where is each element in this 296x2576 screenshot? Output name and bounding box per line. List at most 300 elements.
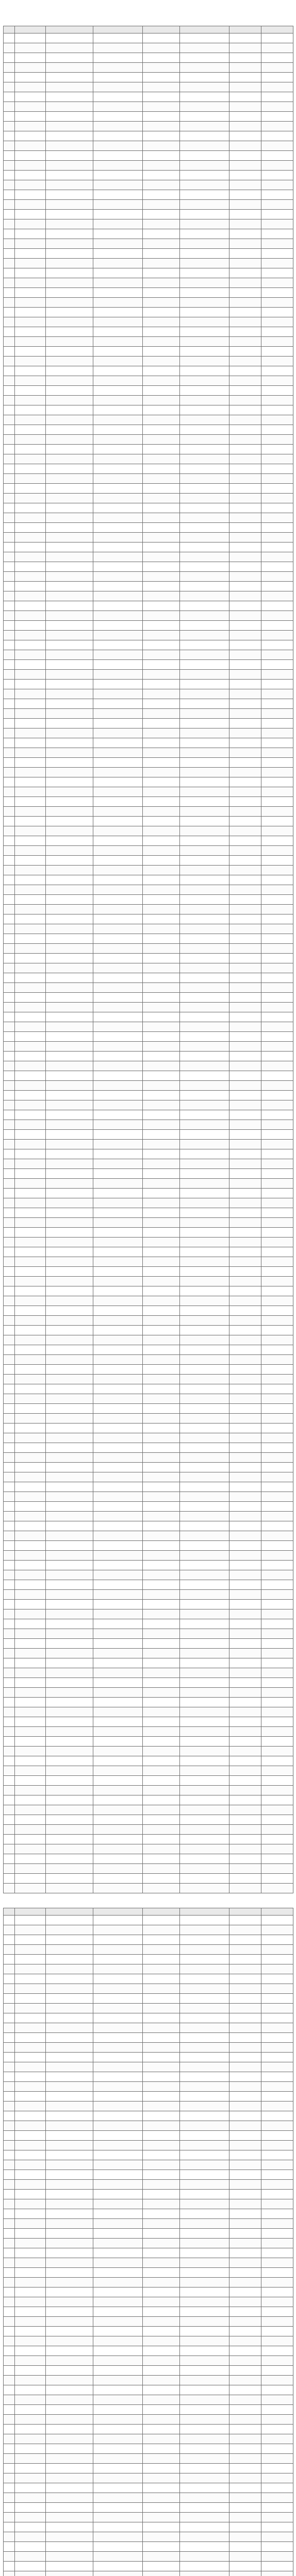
table-cell: [4, 171, 15, 180]
table-row: [4, 748, 293, 758]
table-cell: [15, 298, 46, 308]
table-cell: [229, 768, 261, 777]
table-cell: [4, 1492, 15, 1502]
table-cell: [93, 2542, 143, 2552]
table-cell: [93, 1286, 143, 1296]
table-cell: [46, 1463, 93, 1472]
table-cell: [180, 2522, 229, 2532]
table-cell: [180, 1619, 229, 1629]
table-cell: [15, 494, 46, 503]
table-cell: [93, 856, 143, 866]
table-cell: [46, 2297, 93, 2307]
table-cell: [180, 601, 229, 611]
table-cell: [93, 2405, 143, 2415]
table-row: [4, 1003, 293, 1012]
table-cell: [46, 1766, 93, 1776]
table-cell: [46, 1365, 93, 1375]
table-row: [4, 2356, 293, 2366]
table-row: [4, 885, 293, 895]
table-cell: [15, 2552, 46, 2562]
table-cell: [143, 131, 180, 141]
table-cell: [15, 1345, 46, 1355]
table-cell: [15, 171, 46, 180]
table-cell: [180, 1247, 229, 1257]
table-cell: [261, 1678, 293, 1688]
table-cell: [15, 2493, 46, 2503]
table-cell: [15, 1815, 46, 1825]
table-cell: [4, 454, 15, 464]
table-cell: [180, 347, 229, 357]
table-cell: [180, 161, 229, 171]
table-cell: [4, 1737, 15, 1747]
table-cell: [261, 1639, 293, 1649]
table-cell: [46, 963, 93, 973]
table-cell: [15, 2268, 46, 2278]
table-cell: [4, 102, 15, 112]
table-cell: [93, 552, 143, 562]
table-cell: [229, 2219, 261, 2229]
table-cell: [15, 631, 46, 640]
table-cell: [229, 1257, 261, 1267]
table-cell: [261, 1228, 293, 1238]
table-cell: [93, 846, 143, 856]
table-cell: [15, 543, 46, 552]
table-cell: [229, 337, 261, 347]
table-row: [4, 2170, 293, 2180]
table-cell: [229, 1795, 261, 1805]
table-row: [4, 73, 293, 82]
table-cell: [261, 2219, 293, 2229]
table-cell: [93, 1296, 143, 1306]
table-cell: [46, 219, 93, 229]
table-cell: [229, 2327, 261, 2336]
table-cell: [180, 582, 229, 591]
table-cell: [180, 2248, 229, 2258]
table-cell: [4, 1032, 15, 1042]
table-cell: [46, 2425, 93, 2434]
table-cell: [261, 1218, 293, 1228]
table-cell: [15, 2190, 46, 2199]
table-cell: [229, 82, 261, 92]
table-cell: [229, 1619, 261, 1629]
table-cell: [143, 1590, 180, 1600]
table-cell: [143, 503, 180, 513]
table-cell: [15, 2454, 46, 2464]
table-cell: [261, 1815, 293, 1825]
table-cell: [4, 1551, 15, 1561]
table-cell: [4, 1512, 15, 1521]
table-cell: [15, 43, 46, 53]
table-cell: [180, 2278, 229, 2287]
table-row: [4, 2072, 293, 2082]
table-cell: [143, 924, 180, 934]
table-cell: [93, 680, 143, 689]
table-cell: [4, 680, 15, 689]
table-cell: [261, 2121, 293, 2131]
table-cell: [261, 2033, 293, 2043]
table-cell: [15, 1521, 46, 1531]
table-cell: [229, 621, 261, 631]
table-cell: [143, 2307, 180, 2317]
table-cell: [15, 1844, 46, 1854]
table-cell: [93, 259, 143, 268]
table-cell: [15, 454, 46, 464]
table-cell: [4, 1864, 15, 1874]
table-cell: [180, 2131, 229, 2141]
table-row: [4, 1247, 293, 1257]
table-cell: [180, 454, 229, 464]
table-cell: [180, 2395, 229, 2405]
table-cell: [229, 2150, 261, 2160]
table-cell: [261, 1835, 293, 1844]
table-row: [4, 2513, 293, 2522]
table-cell: [143, 102, 180, 112]
table-cell: [261, 866, 293, 875]
table-cell: [4, 993, 15, 1003]
table-cell: [4, 1130, 15, 1140]
table-cell: [143, 2493, 180, 2503]
table-cell: [4, 317, 15, 327]
table-cell: [4, 1570, 15, 1580]
table-row: [4, 1531, 293, 1541]
table-cell: [15, 2522, 46, 2532]
table-cell: [15, 1433, 46, 1443]
table-cell: [143, 2160, 180, 2170]
table-row: [4, 963, 293, 973]
table-cell: [93, 278, 143, 288]
table-row: [4, 1884, 293, 1893]
table-cell: [261, 2317, 293, 2327]
table-cell: [93, 1619, 143, 1629]
table-cell: [46, 846, 93, 856]
table-cell: [180, 1414, 229, 1423]
table-cell: [143, 308, 180, 317]
table-cell: [143, 1805, 180, 1815]
table-cell: [15, 1443, 46, 1453]
table-cell: [180, 268, 229, 278]
table-cell: [4, 298, 15, 308]
table-cell: [93, 200, 143, 210]
table-cell: [15, 1854, 46, 1864]
table-cell: [180, 2072, 229, 2082]
table-cell: [261, 1502, 293, 1512]
table-cell: [4, 1756, 15, 1766]
table-row: [4, 1935, 293, 1945]
table-cell: [229, 885, 261, 895]
table-cell: [180, 151, 229, 161]
table-row: [4, 1482, 293, 1492]
table-row: [4, 298, 293, 308]
table-cell: [261, 503, 293, 513]
table-cell: [46, 435, 93, 445]
table-cell: [261, 1463, 293, 1472]
table-row: [4, 53, 293, 63]
table-cell: [4, 1052, 15, 1061]
table-cell: [143, 1384, 180, 1394]
table-cell: [229, 2366, 261, 2376]
table-cell: [46, 454, 93, 464]
table-cell: [261, 807, 293, 817]
table-cell: [261, 905, 293, 914]
table-cell: [93, 1081, 143, 1091]
table-cell: [261, 1776, 293, 1786]
table-cell: [180, 2121, 229, 2131]
table-row: [4, 1521, 293, 1531]
table-cell: [4, 1149, 15, 1159]
table-cell: [261, 1326, 293, 1335]
table-cell: [180, 33, 229, 43]
table-cell: [46, 2170, 93, 2180]
table-cell: [15, 1795, 46, 1805]
table-row: [4, 1120, 293, 1130]
table-row: [4, 1032, 293, 1042]
table-cell: [229, 914, 261, 924]
table-cell: [261, 1600, 293, 1609]
table-cell: [93, 1964, 143, 1974]
table-row: [4, 2160, 293, 2170]
table-cell: [143, 2425, 180, 2434]
table-row: [4, 1561, 293, 1570]
table-cell: [229, 572, 261, 582]
table-cell: [93, 2415, 143, 2425]
table-cell: [15, 2209, 46, 2219]
table-cell: [15, 1100, 46, 1110]
table-cell: [4, 1658, 15, 1668]
table-cell: [229, 1649, 261, 1658]
table-cell: [4, 386, 15, 396]
table-cell: [143, 728, 180, 738]
table-cell: [143, 259, 180, 268]
table-cell: [229, 219, 261, 229]
table-cell: [143, 1110, 180, 1120]
table-cell: [261, 963, 293, 973]
table-cell: [261, 1707, 293, 1717]
table-cell: [46, 2473, 93, 2483]
table-cell: [143, 2532, 180, 2542]
table-cell: [229, 1561, 261, 1570]
table-cell: [46, 249, 93, 259]
table-cell: [261, 1169, 293, 1179]
table-cell: [229, 180, 261, 190]
table-cell: [15, 396, 46, 405]
table-cell: [180, 2464, 229, 2473]
table-cell: [15, 1707, 46, 1717]
table-cell: [229, 552, 261, 562]
table-cell: [15, 2297, 46, 2307]
table-row: [4, 1238, 293, 1247]
table-cell: [15, 1012, 46, 1022]
table-cell: [143, 1218, 180, 1228]
table-cell: [4, 807, 15, 817]
table-cell: [180, 572, 229, 582]
table-cell: [143, 621, 180, 631]
table-cell: [4, 1619, 15, 1629]
table-cell: [229, 122, 261, 131]
table-cell: [261, 719, 293, 728]
table-cell: [46, 1032, 93, 1042]
table-cell: [4, 112, 15, 122]
table-cell: [93, 640, 143, 650]
table-cell: [4, 415, 15, 425]
table-row: [4, 1786, 293, 1795]
table-cell: [261, 1003, 293, 1012]
table-cell: [93, 1433, 143, 1443]
table-cell: [15, 924, 46, 934]
table-cell: [4, 2562, 15, 2571]
table-cell: [143, 415, 180, 425]
table-cell: [229, 161, 261, 171]
table-cell: [261, 914, 293, 924]
table-cell: [93, 2082, 143, 2092]
table-cell: [229, 298, 261, 308]
table-cell: [143, 1140, 180, 1149]
table-row: [4, 1688, 293, 1698]
table-cell: [143, 2072, 180, 2082]
table-cell: [4, 1316, 15, 1326]
table-row: [4, 376, 293, 386]
table-cell: [229, 1267, 261, 1277]
table-cell: [143, 366, 180, 376]
table-cell: [229, 2542, 261, 2552]
table-cell: [261, 2532, 293, 2542]
table-cell: [229, 2493, 261, 2503]
table-cell: [15, 2160, 46, 2170]
table-cell: [4, 2248, 15, 2258]
table-cell: [15, 1786, 46, 1795]
table-cell: [46, 1717, 93, 1727]
table-cell: [46, 836, 93, 846]
table-cell: [143, 1854, 180, 1864]
table-cell: [261, 464, 293, 474]
table-cell: [261, 2023, 293, 2033]
table-cell: [15, 278, 46, 288]
table-row: [4, 2190, 293, 2199]
table-cell: [15, 1453, 46, 1463]
table-cell: [46, 386, 93, 396]
table-cell: [261, 1042, 293, 1052]
table-cell: [143, 1521, 180, 1531]
table-cell: [143, 2356, 180, 2366]
table-cell: [93, 993, 143, 1003]
table-cell: [143, 1375, 180, 1384]
table-row: [4, 464, 293, 474]
table-cell: [46, 954, 93, 963]
table-cell: [4, 1935, 15, 1945]
table-cell: [229, 494, 261, 503]
table-cell: [15, 2425, 46, 2434]
table-cell: [15, 2366, 46, 2376]
table-cell: [261, 2552, 293, 2562]
table-row: [4, 1874, 293, 1884]
table-cell: [46, 1022, 93, 1032]
section-1-col-3: [46, 26, 93, 33]
table-cell: [15, 2062, 46, 2072]
table-cell: [93, 2317, 143, 2327]
table-cell: [15, 1531, 46, 1541]
table-cell: [15, 611, 46, 621]
table-row: [4, 2571, 293, 2576]
table-cell: [15, 92, 46, 102]
table-cell: [143, 670, 180, 680]
table-cell: [4, 2062, 15, 2072]
table-cell: [180, 2552, 229, 2562]
table-cell: [180, 1955, 229, 1964]
table-row: [4, 2082, 293, 2092]
table-cell: [15, 1365, 46, 1375]
table-cell: [46, 738, 93, 748]
table-cell: [15, 337, 46, 347]
table-cell: [143, 1815, 180, 1825]
table-row: [4, 954, 293, 963]
table-cell: [229, 1238, 261, 1247]
table-cell: [93, 1238, 143, 1247]
table-cell: [143, 533, 180, 543]
table-cell: [229, 1286, 261, 1296]
table-cell: [261, 1629, 293, 1639]
table-cell: [4, 2522, 15, 2532]
table-row: [4, 856, 293, 866]
table-cell: [180, 73, 229, 82]
section-1-col-7: [229, 26, 261, 33]
table-row: [4, 1629, 293, 1639]
table-cell: [261, 2199, 293, 2209]
table-cell: [15, 1032, 46, 1042]
table-cell: [46, 631, 93, 640]
table-cell: [4, 1561, 15, 1570]
table-cell: [180, 1463, 229, 1472]
table-cell: [4, 1649, 15, 1658]
table-cell: [15, 2102, 46, 2111]
table-cell: [261, 2493, 293, 2503]
table-cell: [180, 846, 229, 856]
table-cell: [143, 1688, 180, 1698]
table-cell: [261, 1974, 293, 1984]
table-cell: [143, 2571, 180, 2576]
table-row: [4, 1815, 293, 1825]
table-cell: [93, 1032, 143, 1042]
table-cell: [4, 1707, 15, 1717]
table-cell: [180, 63, 229, 73]
table-cell: [143, 2111, 180, 2121]
table-cell: [4, 2170, 15, 2180]
table-cell: [261, 102, 293, 112]
table-cell: [46, 1805, 93, 1815]
table-cell: [143, 1955, 180, 1964]
table-cell: [93, 2229, 143, 2239]
table-cell: [143, 513, 180, 523]
table-cell: [46, 1140, 93, 1149]
table-cell: [261, 53, 293, 63]
table-cell: [143, 2376, 180, 2385]
table-row: [4, 1864, 293, 1874]
table-row: [4, 533, 293, 543]
table-cell: [261, 2170, 293, 2180]
table-row: [4, 1335, 293, 1345]
table-cell: [15, 973, 46, 983]
table-cell: [15, 2229, 46, 2239]
table-cell: [229, 1316, 261, 1326]
table-cell: [261, 1306, 293, 1316]
table-cell: [4, 376, 15, 386]
table-cell: [180, 1561, 229, 1570]
table-cell: [93, 2092, 143, 2102]
table-cell: [46, 1945, 93, 1955]
table-cell: [261, 1022, 293, 1032]
table-row: [4, 1081, 293, 1091]
table-cell: [229, 2102, 261, 2111]
table-cell: [180, 1835, 229, 1844]
table-cell: [261, 1110, 293, 1120]
